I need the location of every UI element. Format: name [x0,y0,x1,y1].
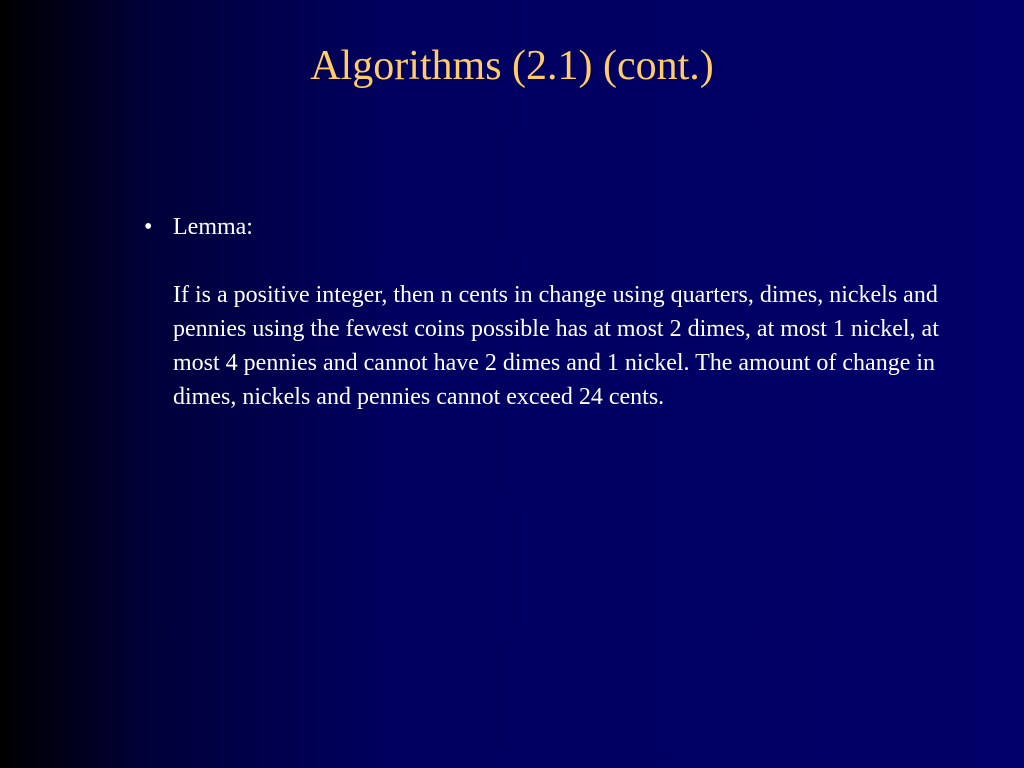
slide-title: Algorithms (2.1) (cont.) [310,43,714,89]
bullet-item [144,210,964,414]
lemma-text: If is a positive integer, then n cents in change using quarters, dimes, nickels and pennies using the fewest coins possible has at most 2 dimes, at most 1 nickel, at most 4 pennies and cannot have 2 dimes and 1 nickel. The amount of change in dimes, nickels and pennies cannot exceed 24 cents. [173,282,939,410]
bullet-content [173,210,964,414]
lemma-heading: Lemma: [173,214,253,240]
bullet-marker: • [144,214,153,240]
